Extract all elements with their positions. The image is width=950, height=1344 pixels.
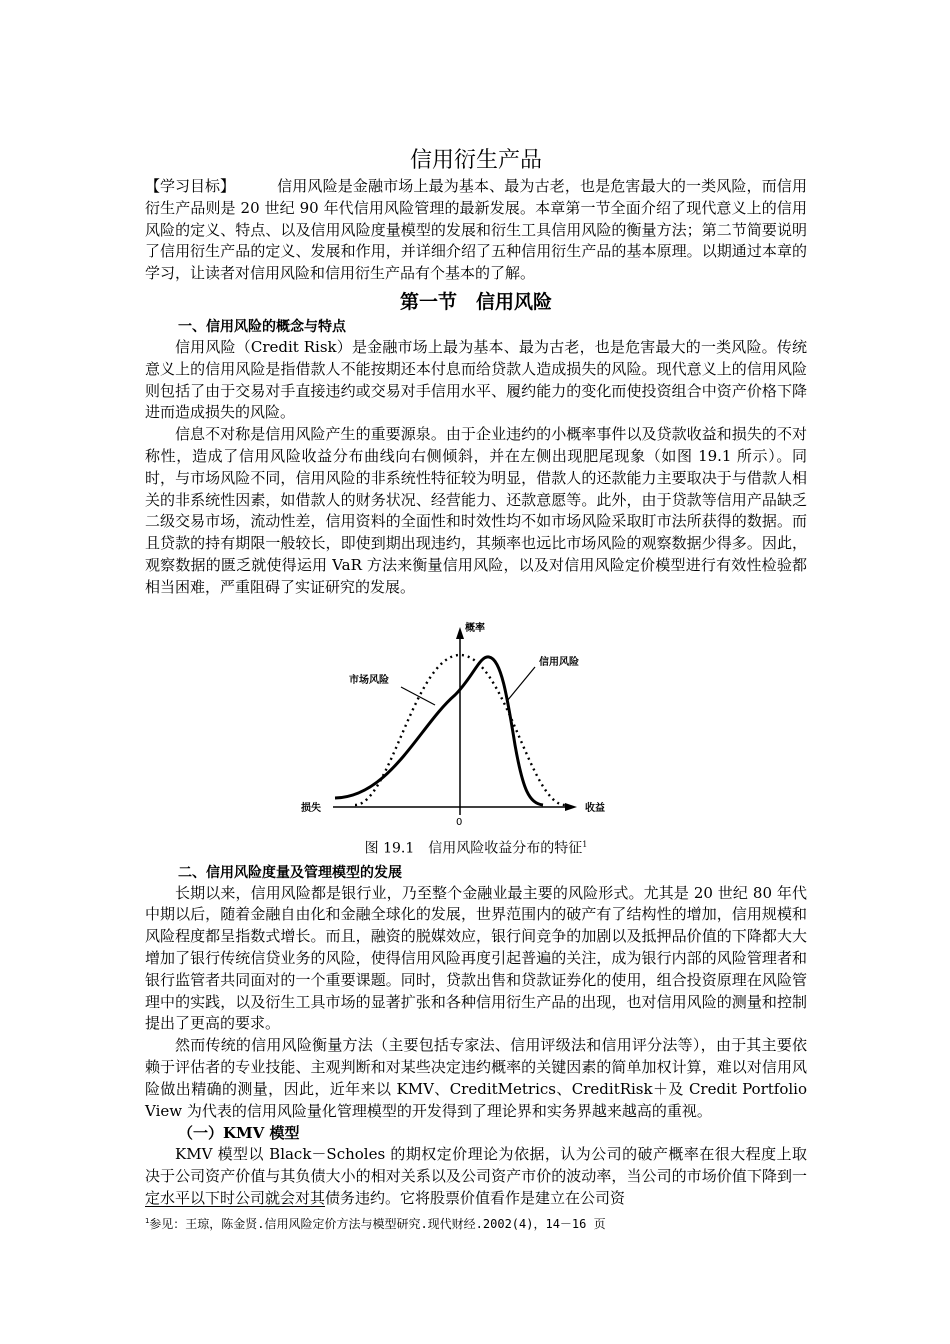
- y-axis-arrow: [456, 627, 464, 639]
- subsection-2-paragraph-1: 长期以来，信用风险都是银行业，乃至整个金融业最主要的风险形式。尤其是 20 世纪 80 年代中期以后，随着金融自由化和金融全球化的发展，世界范围内的破产有了结构性的增加，信用规模和风险程度都呈指数式增长。而且，融资的脱媒效应，银行间竞争的加剧以及抵押品价值的下降都大大增加了银行传统信贷业务的风险，使得信用风险再度引起普遍的关注，成为银行内部的风险管理者和银行监管者共同面对的一个重要课题。同时，贷款出售和贷款证券化的使用，组合投资原理在风险管理中的实践，以及衍生工具市场的显著扩张和各种信用衍生产品的出现，也对信用风险的测量和控制提出了更高的要求。: [145, 883, 807, 1033]
- figure-19-1: [145, 615, 807, 863]
- distribution-chart: [295, 615, 625, 830]
- footnote: [145, 1212, 807, 1233]
- origin-label: 0: [456, 816, 463, 828]
- x-axis-arrow: [565, 803, 577, 811]
- series-label-credit-risk: 信用风险: [539, 656, 579, 668]
- document-body: [145, 146, 807, 1210]
- learning-goal-paragraph: [145, 176, 807, 285]
- x-axis-label-right: 收益: [585, 802, 605, 814]
- learning-goal-text: 信用风险是金融市场上最为基本、最为古老，也是危害最大的一类风险，而信用衍生产品则是 20 世纪 90 年代信用风险管理的最新发展。本章第一节全面介绍了现代意义上的信用风险的定义、特点、以及信用风险度量模型的发展和衍生工具信用风险的衡量方法；第二节简要说明了信用衍生产品的定义、发展和作用，并详细介绍了五种信用衍生产品的基本原理。以期通过本章的学习，让读者对信用风险和信用衍生产品有个基本的了解。: [145, 177, 807, 283]
- kmv-model-paragraph: KMV 模型以 Black－Scholes 的期权定价理论为依据，认为公司的破产概率在很大程度上取决于公司资产价值与其负债大小的相对关系以及公司资产市价的波动率，当公司的市场价值下降到一定水平以下时公司就会对其债务违约。它将股票价值看作是建立在公司资: [145, 1145, 807, 1207]
- footnote-rule: [145, 1206, 325, 1207]
- learning-goal-label: 【学习目标】: [145, 177, 236, 195]
- subsection-1-title: 一、信用风险的概念与特点: [178, 318, 346, 335]
- figure-caption: [145, 835, 807, 859]
- subsection-1-paragraph-1: 信用风险（Credit Risk）是金融市场上最为基本、最为古老，也是危害最大的一类风险。传统意义上的信用风险是指借款人不能按期还本付息而给贷款人造成损失的风险。现代意义上的信用风险则包括了由于交易对手直接违约或交易对手信用水平、履约能力的变化而使投资组合中资产价格下降进而造成损失的风险。: [145, 337, 807, 422]
- subsection-2-title: 二、信用风险度量及管理模型的发展: [178, 864, 402, 881]
- market-risk-leader: [401, 687, 435, 705]
- series-label-market-risk: 市场风险: [349, 674, 389, 686]
- kmv-model-title: （一）KMV 模型: [178, 1124, 300, 1143]
- subsection-2-paragraph-2: 然而传统的信用风险衡量方法（主要包括专家法、信用评级法和信用评分法等），由于其主要依赖于评估者的专业技能、主观判断和对某些决定违约概率的关键因素的简单加权计算，难以对信用风险做出精确的测量，因此，近年来以 KMV、CreditMetrics、CreditRisk＋及 Credit Portfolio View 为代表的信用风险量化管理模型的开发得到了理论界和实务界越来越高的重视。: [145, 1036, 807, 1120]
- footnote-marker: 1: [145, 1217, 150, 1225]
- y-axis-label: 概率: [465, 622, 485, 634]
- credit-risk-leader: [507, 667, 535, 701]
- figure-caption-footnote-ref: 1: [582, 839, 588, 849]
- figure-caption-text: 图 19.1 信用风险收益分布的特征: [364, 840, 583, 857]
- x-axis-label-left: 损失: [301, 802, 321, 814]
- section-1-title: 第一节 信用风险: [399, 290, 552, 313]
- footnote-text: 参见：王琼，陈金贤.信用风险定价方法与模型研究.现代财经.2002(4)，14－16 页: [149, 1217, 606, 1231]
- subsection-1-paragraph-2: 信息不对称是信用风险产生的重要源泉。由于企业违约的小概率事件以及贷款收益和损失的不对称性，造成了信用风险收益分布曲线向右侧倾斜，并在左侧出现肥尾现象（如图 19.1 所示）。同时，与市场风险不同，信用风险的非系统性特征较为明显，借款人的还款能力主要取决于与借款人相关的非系统性因素，如借款人的财务状况、经营能力、还款意愿等。此外，由于贷款等信用产品缺乏二级交易市场，流动性差，信用资料的全面性和时效性均不如市场风险采取盯市法所获得的数据。而且贷款的持有期限一般较长，即使到期出现违约，其频率也远比市场风险的观察数据少得多。因此，观察数据的匮乏就使得运用 VaR 方法来衡量信用风险，以及对信用风险定价模型进行有效性检验都相当困难，严重阻碍了实证研究的发展。: [145, 425, 807, 596]
- document-title: 信用衍生产品: [409, 148, 542, 173]
